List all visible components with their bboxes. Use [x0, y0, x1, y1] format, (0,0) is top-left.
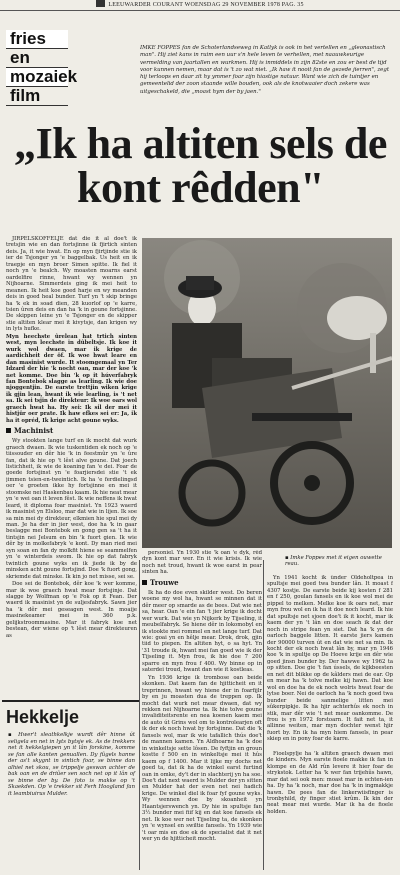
- paragraph: JIRPELSKOFFELJE dat die it al doe't ik tretsjin wie en dan fortsjinne ik fjirtich sinten deis. Ja, it wie hwat. En op myn fjirtjinde stie ik ier de Tsjonger yn 'e baggelbak. Us heit en ik traepje en myn broer Simen spitte. Ik fiel it noch yn 'e bealch. Wy moasten moarns earst oardelfire rinne, hwant wy wennen yn Nijhoarne. Simmerdeis ging ik mei heit to meanen. Ik heit koe goed harje en wy meanden deis in goed heal bunder. Turf yn 't skip bringe ha 'k ek in soad dien, 28 kuorlof op 'e karre, tsien ûren deis en dan ha 'k in goune fortsjinne. De skippen leine yn 'e Tsjonger en de skipper stie altiten klear mei it kivytsje, dan krigen wy in lyts hufke.: [6, 236, 137, 333]
- photo-caption: ▪ Imke Foppes met it eigen ouwette reau.: [285, 555, 382, 568]
- headline: „Ik ha altiten sels de kont rêdden": [14, 119, 387, 212]
- paragraph: Yn 1941 kocht ik ûnder Oldeholtpea in spultsje mei goed twa bunder lân. It moast f 4307 kostje. De earste beide kij kosten f 281 en f 250, goulan fansels en ik koe wol mei de pippel to melken. Melke koe ik oars net, mar myn frou wol en ik ha it doe noch leard. Ik hie dat spultsje net sjoen doe't ik it kocht, mar ik kaem der yn 't lân en doe seach ik dat der noch in stripe fean yn siet. Dat ha 'k yn de oarloch baggele litten. It earste jiers kamen der 90000 turven út en dat wie net sa min. Ik kocht der ek noch hwat lân by, mar yn 1946 koe 'k in spultje op De Hoeve krije en dêr wie goed jinsn bunder by. Der hawwe wy 1962 ta op sitten. Doe gie 't fan ússels, de kijkbeesten en net dit blikke op de kâlders mei de ear. Op en mear ha 'k tolve melke kij hawn. Dat koe wol en doe ha de ek noch wolris hwat foar de lytse boer. Nei de oarloch ha 'k noch goed twa bunder beide sanmelige litten mei sûkerpipkje. Ik ha hjir achterhûs ek noch in stik, mar dêr wie 't net mear oankomme. De frou is yn 1972 forstoarn. It fait net ta, it allinne weiten, mar myn dochter wenst hjir fuort by. En ik ha myn hiem fansels, in pear skiep en in pony foar de karre.: [267, 575, 393, 743]
- paragraph: Doe sei de Bontebok, dêr koe 'k wer komme, mar ik woe graech hwat mear fortsjinje. Dat slagge by Wolfman op 'e Fok op it Fean. Der waerd ik masinist yn de suljesfabryk. Sawn jier ha 'k dêr mei geseagen west. In moaije masinekeamer mei in 360 p.k. gelijkstroommasine. Mar it fabryk koe net bestean, der wiene op 't lêst mear direkteuren as: [6, 581, 137, 639]
- logo-line: film: [6, 87, 68, 106]
- logo-line: en: [6, 49, 68, 68]
- paragraph: Ik ha do doe even skilder west. Do beren woene my wol ha, hwant se minnen dat it dêr meer op smarde as de bees. Dat wie net sa, hear. Oan 'e ein fan 't jier krige ik docht wer wurk. Dat wie yn Nijkerk by Tijseling, it meubelfabryk. Se hiene dêr in lokomobyl en ik stookte mei rommel en net lange turf. Dat wie: goai yn en hêlje mear. Drok, drok, gjin tiid to piepen. En altiten hyt, o sa hyt. Yn '31 troude ik, hwant mei fan goed wie ik der Tijseling it. Myn frou, ik hie doe 7 200 sparre en myn frou f 400. Wy binne op in saterdei troud, hwant dan wie it kostleas.: [142, 589, 262, 674]
- subheading-trouwe: Trouwe: [142, 578, 262, 588]
- masthead: [0, 0, 400, 11]
- column-rule: [263, 560, 264, 870]
- paragraph: Fioelspylje ha 'k altiten graech dwaen mei de kinders. Myn earste fioele makke ik fan in klompe en de Ald rûn levere it hier foar de strykstok. Letter ha 'k wer fan trijehûs hawn, mar dat sei ook men: moast mar in echten-ien ha. Dy ha 'k noch, mar doe ha 'k in ingmakkje hawn. De pees fan de linkerwiisfinger is tronbyhild, dy finger stiet krûm. Ik kin der neat mear mei wurde. Mar ik ha de fioele holden.: [267, 750, 393, 815]
- paragraph: personiel. Yn 1930 stie 'k oan 'e dyk, rêd dyn kont mar wer. En it wie krisis. Ik wie noch net troud, hwant ik woe earst in pear sinten ha.: [142, 550, 262, 576]
- hekkelje-text: ▪ Hwer't sleathkelkje wurdt dêr hinne út seligela en net in lyts bytsje ek. As de trekkers net it hekkelgiepen yn it lân forskine, komme se fan alle kanten genuallen. Dy fûgels hanne der as't skygnt in sintich foar, se binne dan alhiel net skou, se trippelje geswan achter de bak oan en de driûer sen soch net op it lân of se binne der by. De foto is makke op 't Skaekden. Op 'e trekker sit Ferh Hoogland fan it leambiuirus Mulder.: [8, 732, 135, 797]
- crest-icon: [96, 0, 105, 7]
- column-rule: [139, 560, 140, 870]
- section-logo: [6, 29, 78, 105]
- hekkelje-title: Hekkelje: [6, 707, 80, 727]
- column-3: [267, 575, 393, 870]
- paragraph: Yn 1936 krige ik trombose oan beide skonken. Dat kaem fan de hjitticheit en it treprinnen, hwant wy hiene der in foarfijlr by en ju moasten dua de treppen op. Ik mocht dat wurk net mear dwaen, dat wy rekken nei Nijhoarne ta. Ik hie tolve goune invaliditeitsrente en nea koenen kaem mei de auto út Grins wol om to kontrolearjen oft ik der ek noch hwat by fortsjinne. Dat die 'k fansels wol, mar ik wie tafallich thús doe't de mannen kamen. Yn Aldhoarne ha 'k doe in winkeltsje sette lôsen. De fyftjin en groun kostte f 500 en in winkeltsje mei it hûs kaem op f 1400. Mar it lijke my dochs net goed ta, dat ik ha de winkel earst furtind oan in omke, dy't der in slachterij yn ha soe. Doe't dat next waerd is Mulder der yn sitten en Mulder hat der even net nei hadich krige. De winkel diel ik foar fyf goune wyks. Wy wennen doe by skoanheit yn Haantsjerswench yn. Dy hie in spultsje fan 3½ bunder mei fiif kij en dat koe fansels ek net. Ik koe wer net Tijseling ta, de skonken yn 'e wynsel en swiltie fansels. Yn 1939 wie 't oar mis en doe ek de specialist dat it net wer yn de hjitticheit mocht.: [142, 674, 262, 843]
- logo-line: fries: [6, 30, 68, 49]
- bullet-icon: [142, 580, 147, 585]
- logo-line: mozaiek: [6, 68, 68, 87]
- intro-text: IMKE FOPPES fan de Schoterlandseweg in Katlyk is ook in het vertellen en „gleonastisch man". Hij ziet kans in ruim een uur s'n hele leven te verhellen, met naauwkeurige vermelding van jaartallen en wurkmen. Hij is inmiddels in zijn 82ste en zou er best de tijd voor kunnen nemen, maar dat is 't zo wat niet. „Ik haw it nooit fan de gezede jierren", zegt hij terloops en daar zit hy ymmer foar zijn hiastige natuur. Want wie zich de tuintjer en gemeentelid der zoon staande wille bouden, ook als de knotwaaier doch zekere was uitgeschakeld, die „moast hym der by jaen.": [140, 45, 389, 95]
- column-1: [6, 236, 137, 698]
- masthead-text: LEEUWARDER COURANT WOENSDAG 29 NOVEMBER 1978 PAG. 35: [108, 2, 304, 8]
- hekkelje-box: [2, 700, 139, 865]
- photo-man-in-cart: [142, 238, 392, 548]
- paragraph-bold: Myn heechste ûrelean hat trtich sinten west, myn leechste in dûbeltsje. Ik koe it wurk wol dwaen, mar ik krige de aardichheit der ôf. Ik woe hwat leare en dan masinist wurde. It stoomgemaal yn Ter Idzard der hie 'k nocht oan, mar der koe 'k net komme. Doe bin 'k op it húverfabryk fan Bontebok slagge as learling. Ik wie doe njoggentjin. De earste trettjin wiken krige ik gjin lean, hwant ik wie learling, is 't net sa. Ik sei tsjin de direkteur: Ik woe oars wol graech hwat ha. Hy sei: Ik sil der mei it histjûr oer prate. Ik haw efkes sei er: Ja, ik ha it opréd, Ik krige acht goune wyks.: [6, 333, 137, 424]
- paragraph: Wy stookten lange turf en ik mocht dat wurk graech dwaen. Ik wie tuskentiden ek noch op 'e tiissouder en dêr hie 'k in feestmûr yn 'e ûre fan, dat ik hie op 't lêst alve goune. Dat joech listichheit, ik wie de koaning fan 'e dei. Foar de goede fortsjinst yn 'e foarjiersdei stie 't ek jimmen tsien-en-tweintich. Ik ha 'e ferdielingsd oer 'e groeten ikke hy fortsjinne en mei it stoomske nei Haskenbau kaam. Ik hie neat mear yn 'e wei oan it leven fêst. Ik wie neffens ik hwat leard, it diploma foar masinist. Yn 1923 waerd ik masinist yn Elsloo, mar dat wie in lijen. Ik soe sa min mei dy direkteur, elkmien hie spul mei dy man. Je ha der in jier west, doe ha 'k in gaar beslagge mei Bontebok en gong gen sa 't ha it tintsjin nei Jelsum en bin 'k fuort gien. Ik wie dêr by in molkefabryk 'e kont. Dy man ried mei syn soan en fan dy molkfit hiene se seammelfen yn 'e winterdeis swom. Ik hie op dat fabryk twintich goune wyks en ik jiede ik by de minsken acht goune fortsjind. Doe 'k fuort gong, skriemde dat minske. Ik kin jo net misse, sei se.: [6, 438, 137, 580]
- column-2: [142, 550, 262, 870]
- subheading-machinist: Machinist: [6, 426, 137, 436]
- bullet-icon: [6, 428, 11, 433]
